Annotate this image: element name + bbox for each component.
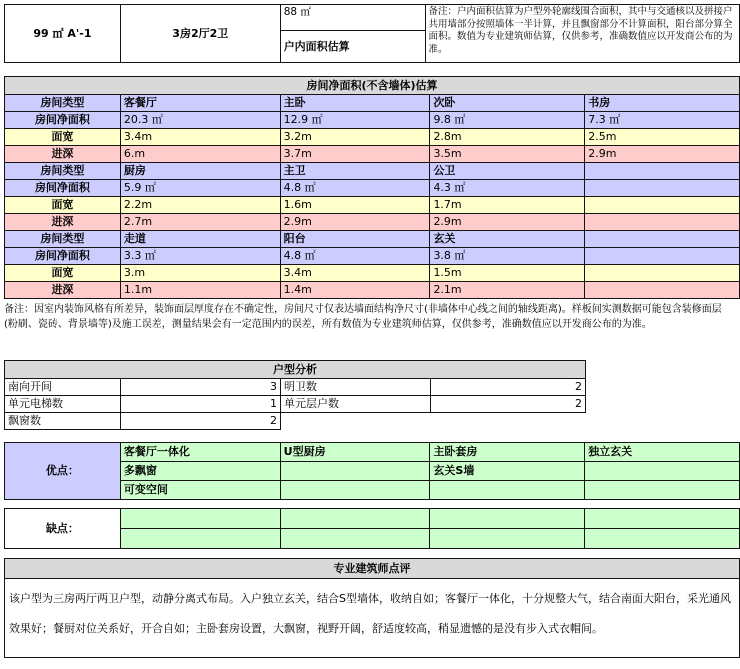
room-area-cell[interactable]: 3.8 ㎡ [430,248,585,265]
room-depth-cell[interactable]: 2.9m [280,214,430,231]
analysis-label-cell[interactable]: 南向开间 [5,379,121,396]
analysis-value-cell[interactable]: 3 [121,379,281,396]
room-name-cell[interactable]: 主卫 [280,163,430,180]
pros-item-cell[interactable]: 玄关S墙 [430,462,585,481]
cons-item-cell[interactable] [430,509,585,529]
analysis-label-cell[interactable]: 飘窗数 [5,413,121,430]
analysis-value-cell[interactable]: 1 [121,396,281,413]
cons-item-cell[interactable] [585,529,740,549]
cons-item-cell[interactable] [120,529,280,549]
room-area-table [4,76,740,299]
room-width-cell[interactable]: 3.m [120,265,280,282]
review-text: 该户型为三房两厅两卫户型，动静分离式布局。入户独立玄关，结合S型墙体，收纳自如；客餐厅一体化，十分规整大气，结合南面大阳台，采光通风效果好；餐厨对位关系好，开合自如；主卧套房设置，大飘窗，视野开阔，舒适度较高，稍显遗憾的是没有步入式衣帽间。 [9,592,731,635]
pros-item-cell[interactable]: 可变空间 [120,481,280,500]
pros-label-cell[interactable]: 优点： [5,443,121,500]
pros-item-cell[interactable]: 独立玄关 [585,443,740,462]
room-width-cell[interactable]: 3.2m [280,129,430,146]
room-name-cell[interactable] [585,163,740,180]
cons-item-cell[interactable] [120,509,280,529]
cons-item-cell[interactable] [280,509,430,529]
room-name-cell[interactable]: 公卫 [430,163,585,180]
cons-table [4,508,740,549]
room-depth-cell[interactable]: 2.9m [430,214,585,231]
row-label-cell[interactable]: 面宽 [5,129,121,146]
pros-item-cell[interactable]: 多飘窗 [120,462,280,481]
room-width-cell[interactable] [585,197,740,214]
row-label-cell[interactable]: 房间净面积 [5,112,121,129]
room-width-cell[interactable]: 2.8m [430,129,585,146]
room-depth-cell[interactable]: 3.5m [430,146,585,163]
room-width-cell[interactable] [585,265,740,282]
row-label-cell[interactable]: 进深 [5,146,121,163]
pros-item-cell[interactable]: 主卧套房 [430,443,585,462]
room-width-cell[interactable]: 1.7m [430,197,585,214]
room-area-cell[interactable]: 12.9 ㎡ [280,112,430,129]
pros-item-cell[interactable] [585,481,740,500]
room-name-cell[interactable]: 书房 [585,95,740,112]
row-label-cell[interactable]: 面宽 [5,197,121,214]
pros-item-cell[interactable] [430,481,585,500]
header-table [4,4,740,63]
room-width-cell[interactable]: 1.6m [280,197,430,214]
room-area-cell[interactable]: 4.8 ㎡ [280,248,430,265]
cons-label-cell[interactable]: 缺点： [5,509,121,549]
area-value-cell[interactable]: 88 ㎡ [280,5,425,31]
room-depth-cell[interactable]: 1.4m [280,282,430,299]
area-label-cell[interactable]: 户内面积估算 [280,31,425,63]
room-name-cell[interactable]: 客餐厅 [120,95,280,112]
room-table-note: 备注：因室内装饰风格有所差异，装饰面层厚度存在不确定性，房间尺寸仅表达墙面结构净尺寸(非墙体中心线之间的轴线距离)。样板间实测数据可能包含装修面层(粉刷、瓷砖、背景墙等)及施工误差，测量结果会有一定范围内的误差，所有数值为专业建筑师估算，仅供参考，准确数值应以开发商公布的为准。 [4,304,722,330]
room-width-cell[interactable]: 2.5m [585,129,740,146]
room-name-cell[interactable]: 玄关 [430,231,585,248]
room-area-cell[interactable] [585,248,740,265]
unit-code-cell[interactable]: 99 ㎡ A'-1 [5,5,121,63]
room-area-cell[interactable]: 4.8 ㎡ [280,180,430,197]
analysis-value-cell[interactable]: 2 [431,379,586,396]
pros-item-cell[interactable] [585,462,740,481]
room-name-cell[interactable]: 阳台 [280,231,430,248]
analysis-value-cell[interactable]: 2 [121,413,281,430]
room-depth-cell[interactable]: 2.7m [120,214,280,231]
room-table-title[interactable]: 房间净面积(不含墙体)估算 [5,77,740,95]
pros-table [4,442,740,500]
room-name-cell[interactable]: 厨房 [120,163,280,180]
room-area-cell[interactable]: 3.3 ㎡ [120,248,280,265]
pros-item-cell[interactable]: U型厨房 [280,443,430,462]
layout-type-cell[interactable]: 3房2厅2卫 [120,5,280,63]
pros-item-cell[interactable]: 客餐厅一体化 [120,443,280,462]
pros-item-cell[interactable] [280,462,430,481]
room-width-cell[interactable]: 1.5m [430,265,585,282]
pros-item-cell[interactable] [280,481,430,500]
analysis-label-cell[interactable]: 单元层户数 [281,396,431,413]
cons-item-cell[interactable] [430,529,585,549]
room-depth-cell[interactable] [585,214,740,231]
review-title[interactable]: 专业建筑师点评 [5,559,740,579]
row-label-cell[interactable]: 房间类型 [5,231,121,248]
review-title-table [4,558,740,579]
analysis-value-cell[interactable]: 2 [431,396,586,413]
room-area-cell[interactable]: 20.3 ㎡ [120,112,280,129]
room-name-cell[interactable]: 次卧 [430,95,585,112]
header-note-cell[interactable]: 备注：户内面积估算为户型外轮廓线围合面积，其中与交通核以及拼接户共用墙部分按照墙体一半计算，并且飘窗部分不计算面积，阳台部分算全面积。数值为专业建筑师估算，仅供参考，准确数值应以开发商公布的为准。 [425,5,739,63]
room-width-cell[interactable]: 2.2m [120,197,280,214]
room-depth-cell[interactable]: 2.9m [585,146,740,163]
analysis-label-cell[interactable]: 单元电梯数 [5,396,121,413]
analysis-label-cell[interactable]: 明卫数 [281,379,431,396]
room-width-cell[interactable]: 3.4m [280,265,430,282]
room-area-cell[interactable] [585,180,740,197]
cons-item-cell[interactable] [280,529,430,549]
room-depth-cell[interactable]: 1.1m [120,282,280,299]
room-area-cell[interactable]: 7.3 ㎡ [585,112,740,129]
row-label-cell[interactable]: 房间净面积 [5,248,121,265]
row-label-cell[interactable]: 房间类型 [5,163,121,180]
room-width-cell[interactable]: 3.4m [120,129,280,146]
room-area-cell[interactable]: 9.8 ㎡ [430,112,585,129]
analysis-title[interactable]: 户型分析 [5,361,586,379]
cons-item-cell[interactable] [585,509,740,529]
room-name-cell[interactable]: 主卧 [280,95,430,112]
room-depth-cell[interactable] [585,282,740,299]
analysis-table [4,360,586,430]
room-depth-cell[interactable]: 3.7m [280,146,430,163]
room-area-cell[interactable]: 5.9 ㎡ [120,180,280,197]
room-area-cell[interactable]: 4.3 ㎡ [430,180,585,197]
row-label-cell[interactable]: 房间净面积 [5,180,121,197]
room-depth-cell[interactable]: 2.1m [430,282,585,299]
row-label-cell[interactable]: 进深 [5,214,121,231]
row-label-cell[interactable]: 面宽 [5,265,121,282]
review-box [4,579,740,658]
row-label-cell[interactable]: 房间类型 [5,95,121,112]
row-label-cell[interactable]: 进深 [5,282,121,299]
room-name-cell[interactable] [585,231,740,248]
room-depth-cell[interactable]: 6.m [120,146,280,163]
room-name-cell[interactable]: 走道 [120,231,280,248]
